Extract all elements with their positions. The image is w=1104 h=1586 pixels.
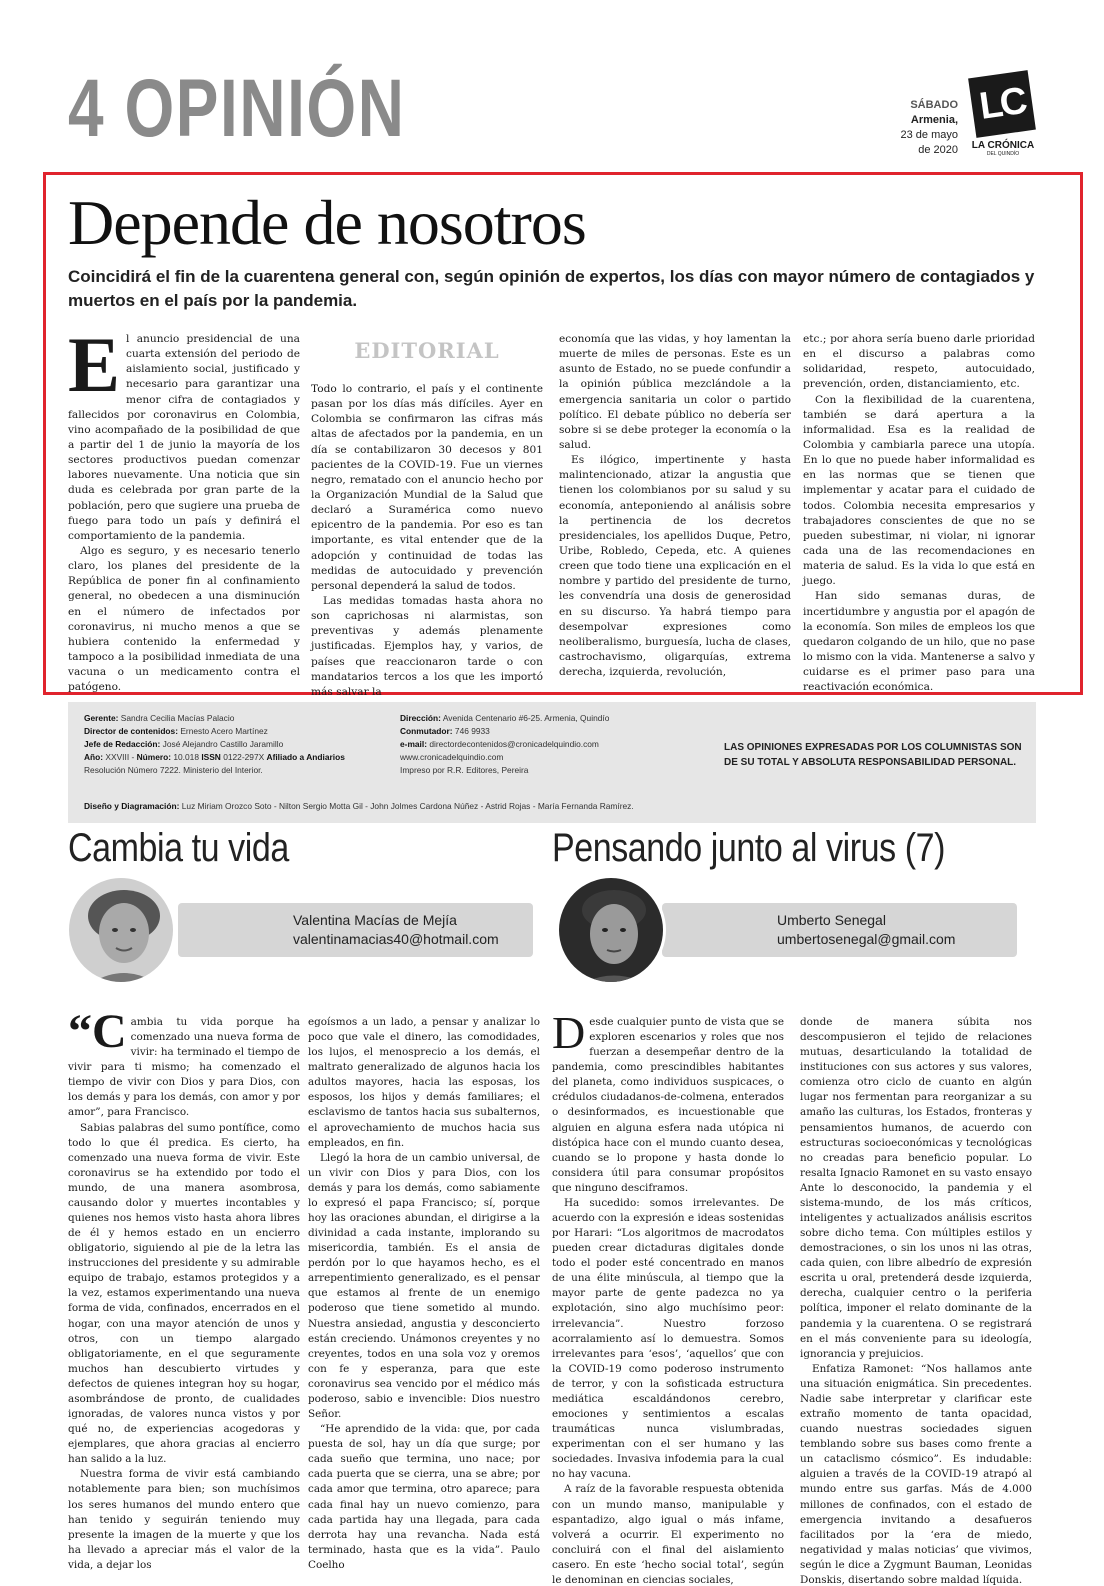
conmutador-label: Conmutador: [400,726,453,737]
editorial-dropcap: E [68,321,121,408]
author-email-link[interactable]: umbertosenegal@gmail.com [777,931,956,948]
author-photo-icon [559,878,666,985]
masthead-design [84,801,1024,811]
column-left-text-2 [308,1015,540,1573]
editorial-paragraph: Han sido semanas duras, de incertidumbre y angustia por el apagón de la economía. Son miles de empleos los que quedaron colgando de un hilo, que no pase lo mismo con la vida. Mantenerse a salvo y cuidarse es el primer paso para una reactivación económica. [803,590,1035,694]
section-title: 4 OPINIÓN [68,63,406,154]
author-name: Valentina Macías de Mejía [293,912,457,928]
avatar [66,875,176,985]
column-paragraph: esde cualquier punto de vista que se exploren escenarios y roles que nos fuerzan a desempeñar dentro de la pandemia, como prescindibles habitantes del planeta, como individuos suspicaces, o crédulos ciudadanos-de-colmena, enterados o desinformados, es incuestionable que alguien en alguna esfera nada utópica ni distópica hace con el mundo cuanto desea, cuando se lo propone y hasta donde lo considera útil para consumar propósitos que ninguno desciframos. [552,1016,784,1194]
editorial-paragraph: Con la flexibilidad de la cuarentena, también se dará apertura a la informalidad. Esa es la realidad de Colombia y cambiarla parece una utopía. En lo que no puede haber informalidad es en las normas que se tienen que implementar y acatar para el cuidado de todos. Colombia necesita empresarios y trabajadores conscientes de que no se pueden subestimar, ni violar, ni ignorar cada una de las recomendaciones en materia de salud. Es la vida lo que está en juego. [803,393,1035,588]
masthead-contact [400,712,720,777]
dateline-year: de 2020 [918,143,958,156]
ano-value: XXVIII - [105,752,135,763]
gerente-name: Sandra Cecilia Macías Palacio [120,713,235,723]
impreso-text: Impreso por R.R. Editores, Pereira [400,765,529,776]
editorial-paragraph: Las medidas tomadas hasta ahora no son caprichosas ni alarmistas, son preventivas y además plenamente justificadas. Ejemplos hay, y varios, de países que reaccionaron tarde o con mandatarios tercos a los que les importó más salvar la [311,594,543,698]
column-paragraph: Enfatiza Ramonet: “Nos hallamos ante una situación enigmática. Sin precedentes. Nadie sabe interpretar y clarificar este extraño momento de tanta opacidad, cuando nuestras sociedades siguen temblando sobre sus bases como frente a un cataclismo cósmico”. Es indudable: alguien a través de la COVID-19 atrapó al mundo entre sus garfas. Más de 4.000 millones de confinados, con el estado de emergencia invitando a desafueros facilitados por la ‘era de miedo, negatividad y malas noticias’ que vivimos, según le dice a Zygmunt Bauman, Leonidas Donskis, disertando sobre maldad líquida. [800,1362,1032,1586]
masthead-staff [84,712,404,777]
editorial-column-3 [559,332,791,680]
column-title-left: Cambia tu vida [68,826,289,870]
masthead-box [68,702,1036,823]
website-link[interactable]: www.cronicadelquindio.com [400,752,504,763]
direccion-value: Avenida Centenario #6-25. Armenia, Quindío [442,713,610,723]
column-paragraph: egoísmos a un lado, a pensar y analizar lo poco que vale el dinero, las comodidades, los lujos, el menosprecio a los demás, el maltrato generalizado de algunos hacia los adultos mayores, hacia las esposas, los esposos, los hijos y demás familiares; el esclavismo de tantos hacia sus subalternos, el aprovechamiento de muchos hacia sus empleados, en fin. [308,1016,540,1149]
editorial-column-1 [68,321,300,695]
dateline [901,98,958,157]
conmutador-value: 746 9933 [454,726,490,737]
dateline-city: Armenia, [910,113,958,126]
column-paragraph: ambia tu vida porque ha comenzado una nueva forma de vivir: ha terminado el tiempo de vivir para ti mismo; ha comenzado el tiempo de vivir con Dios y para Dios, con los demás y para los demás, con amor y por amor”, para Francisco. [68,1016,300,1119]
editorial-paragraph: etc.; por ahora sería bueno darle prioridad en el discurso a palabras como solidaridad, respeto, autocuidado, prevención, orden, distanciamiento, etc. [803,333,1035,391]
issn-label: ISSN [201,752,221,763]
editorial-label: EDITORIAL [354,338,500,363]
diseno-names: Luz Miriam Orozco Soto - Nilton Sergio Motta Gil - John Jolmes Cardona Núñez - Astrid Rojas - María Fernanda Ramírez. [181,801,634,811]
column-right-text-2 [800,1015,1032,1586]
email-label: e-mail: [400,739,427,750]
dateline-date: 23 de mayo [900,128,958,141]
author-bar-right [662,903,1017,957]
avatar [556,875,666,985]
logo-name: LA CRÓNICA [971,140,1035,151]
diseno-label: Diseño y Diagramación: [84,801,180,811]
editorial-column-4 [803,332,1035,695]
newspaper-logo [968,74,1038,157]
column-paragraph: Sabias palabras del sumo pontífice, como todo lo que él predica. Es cierto, ha comenzado una nueva forma de vivir. Este coronavirus se ha extendido por todo el mundo, de una manera asombrosa, causando dolor y muertes incontables y quienes nos hemos visto hasta ahora libres de él y hemos estado en un encierro obligatorio, siguiendo al pie de la letra las instrucciones del presidente y su admirable equipo de trabajo, estamos protegidos y a la vez, estamos experimentando una nueva forma de vida, confinados, encerrados en el hogar, con una mayor atención de unos y otros, con un tiempo alargado obligatoriamente, en el que seguramente muchos han descubierto virtudes y defectos de quienes integran hoy su hogar, asombrándose de pronto, de cualidades ignoradas, de valores nunca vistos y por qué no, de experiencias acogedoras y ejemplares, que ahora gracias al encierro han salido a la luz. [68,1121,300,1466]
editorial-deck: Coincidirá el fin de la cuarentena general con, según opinión de expertos, los días con mayor número de contagiados y muertos en el país por la pandemia. [68,267,1035,310]
editorial-paragraph: Es ilógico, impertinente y hasta malintencionado, atizar la angustia que tienen los colombianos por su salud y su economía, anteponiendo al análisis sobre la pertinencia de los decretos presidenciales, los apellidos Duque, Petro, Uribe, Robledo, Cepeda, etc. A quienes creen que todo tiene una explicación en el nombre y partido del presidente de turno, les convendría una dosis de generosidad en su discurso. Ya habrá tiempo para desempolvar expresiones como neoliberalismo, burguesía, lucha de clases, castrochavismo, oligarquías, extrema derecha, izquierda, revolución, [559,454,791,679]
gerente-label: Gerente: [84,713,119,723]
author-bar-left [178,903,533,957]
author-email-link[interactable]: valentinamacias40@hotmail.com [293,931,499,948]
direccion-label: Dirección: [400,713,441,723]
column-title-right: Pensando junto al virus (7) [552,826,945,870]
logo-subtitle: DEL QUINDÍO [986,151,1020,157]
editorial-paragraph: Algo es seguro, y es necesario tenerlo claro, los planes del presidente de la República de poner fin al confinamiento general, no obedecen a una disminución en el número de infectados por coronavirus, ni mucho menos a que se hubiera contenido la enfermedad y tampoco a la posibilidad inmediata de una vacuna o un medicamento contra el patógeno. [68,544,300,694]
column-right-text-1 [552,1007,784,1586]
author-name: Umberto Senegal [777,912,886,928]
quote-mark: “C [68,1005,127,1058]
editorial-headline: Depende de nosotros [68,187,586,258]
author-photo-icon [69,878,176,985]
numero-value: 10.018 [173,752,199,763]
dateline-day: SÁBADO [910,99,958,111]
column-paragraph: Nuestra forma de vivir está cambiando notablemente para bien; son muchísimos los seres humanos del mundo entero que han tenido y seguirán teniendo muy presente la imagen de la muerte y que los ha llevado a apreciar más el valor de la vida, a dejar los [68,1468,300,1571]
column-dropcap: D [552,1007,586,1058]
column-paragraph: donde de manera súbita nos descompusieron el tejido de relaciones mutuas, desarticulando la totalidad de instituciones con sus actores y sus valores, comienza otro ciclo de cuanto en algún lugar nos fermentan para reorganizar a su amaño las culturas, los Estados, fronteras y pensamientos humanos, de acuerdo con estructuras socioeconómicas y tecnológicas no creadas para beneficio popular. Lo resalta Ignacio Ramonet en su vasto ensayo Ante lo desconocido, la pandemia y el sistema-mundo, de los más críticos, inteligentes y actualizados análisis escritos sobre dicho tema. Con múltiples estilos y demostraciones, o sin los unos ni las otras, cada quien, con libre albedrío de expresión escrita u oral, pretenderá desde izquierda, derecha, cualquier centro o la periferia política, imponer el relato dominante de la pandemia y la cuarentena. O se registrará en el más conveniente para su ideología, ignorancia y prejuicios. [800,1016,1032,1360]
column-paragraph: Ha sucedido: somos irrelevantes. De acuerdo con la expresión e ideas sostenidas por Harari: “Los algoritmos de macrodatos pueden crear dictaduras digitales donde todo el poder esté concentrado en manos de una élite minúscula, al tiempo que la mayor parte de gente padezca no ya explotación, sino algo muchísimo peor: irrelevancia”. Nuestro forzoso acorralamiento así lo demuestra. Somos irrelevantes para ‘esos’, ‘aquellos’ que con la COVID-19 como poderoso instrumento de terror, y con la sofisticada estructura mediática escaldándonos cerebro, emociones y sentimientos a escalas traumáticas nunca vislumbradas, experimentan con el ser humano y las sociedades. Invasiva infodemia para la cual no hay vacuna. [552,1196,784,1481]
director-label: Director de contenidos: [84,726,178,737]
afiliado-text: Afiliado a Andiarios [266,752,345,763]
disclaimer: LAS OPINIONES EXPRESADAS POR LOS COLUMNISTAS SON DE SU TOTAL Y ABSOLUTA RESPONSABILIDAD PERSONAL. [724,742,1022,768]
ano-label: Año: [84,752,104,763]
jefe-name: José Alejandro Castillo Jaramillo [162,739,284,750]
column-left-text-1 [68,1005,300,1573]
column-paragraph: Llegó la hora de un cambio universal, de un vivir con Dios y para Dios, con los demás y para los demás, como sabiamente lo expresó el papa Francisco; sí, porque hoy las oraciones abundan, el dirigirse a la divinidad a cada instante, implorando su misericordia, también. Es el ansia de perdón por lo que hayamos hecho, es el arrepentimiento generalizado, es el pensar que estamos al frente de un enemigo poderoso que tiene sometido al mundo. Nuestra ansiedad, angustia y desconcierto están creciendo. Unámonos creyentes y no creyentes, todos en una sola voz y oremos con fe y esperanza, para que este coronavirus sea vencido por el médico más poderoso, sabio e invencible: Dios nuestro Señor. [308,1151,540,1421]
logo-mark: LC [968,70,1036,138]
editorial-column-2 [311,332,543,700]
masthead-email-link[interactable]: directordecontenidos@cronicadelquindio.com [429,739,599,750]
editorial-paragraph: l anuncio presidencial de una cuarta extensión del periodo de aislamiento social, justificado y necesario para garantizar una menor cifra de contagiados y fallecidos por coronavirus en Colombia, vino acompañado de la posibilidad de que a partir del 1 de junio la mayoría de los sectores productivos puedan comenzar labores nuevamente. Una noticia que sin duda es celebrada por gran parte de la población, pero que sugiere una prueba de fuego para todo un país y definirá el comportamiento de la pandemia. [68,333,300,542]
numero-label: Número: [136,752,172,763]
editorial-paragraph: economía que las vidas, y hoy lamentan la muerte de miles de personas. Este es un asunto de Estado, no se puede confundir a la opinión pública mezclándole a la emergencia sanitaria un color o partido político. El debate público no debería ser sobre si se debe proteger la economía o la salud. [559,333,791,451]
director-name: Ernesto Acero Martínez [180,726,268,737]
issn-value: 0122-297X [223,752,265,763]
column-paragraph: “He aprendido de la vida: que, por cada puesta de sol, hay un día que surge; por cada sueño que termina, uno nace; por cada puerta que se cierra, una se abre; por cada amor que termina, otro aparece; para cada final hay un nuevo comienzo, para cada partida hay una llegada, para cada derrota hay una revancha. Nada está terminado, hasta que es la vida”. Paulo Coelho [308,1423,540,1571]
resolucion-text: Resolución Número 7222. Ministerio del Interior. [84,765,263,776]
editorial-paragraph: Todo lo contrario, el país y el continente pasan por los días más difíciles. Ayer en Colombia se confirmaron las cifras más altas de afectados por la pandemia, en un día se contabilizaron 30 decesos y 801 pacientes de la COVID-19. Fue un viernes negro, rematado con el anuncio hecho por la Organización Mundial de la Salud que declaró a Suramérica como nuevo epicentro de la pandemia. Por eso es tan importante, es vital entender que de la adopción y continuidad de todas las medidas de autocuidado y prevención personal dependerá la salud de todos. [311,383,543,592]
column-paragraph: A raíz de la favorable respuesta obtenida con un mundo manso, manipulable y espantadizo, algo igual o más infame, volverá a ocurrir. El experimento no concluirá con el final del aislamiento casero. En este ‘hecho social total’, según le denominan en ciencias sociales, [552,1483,784,1586]
jefe-label: Jefe de Redacción: [84,739,161,750]
